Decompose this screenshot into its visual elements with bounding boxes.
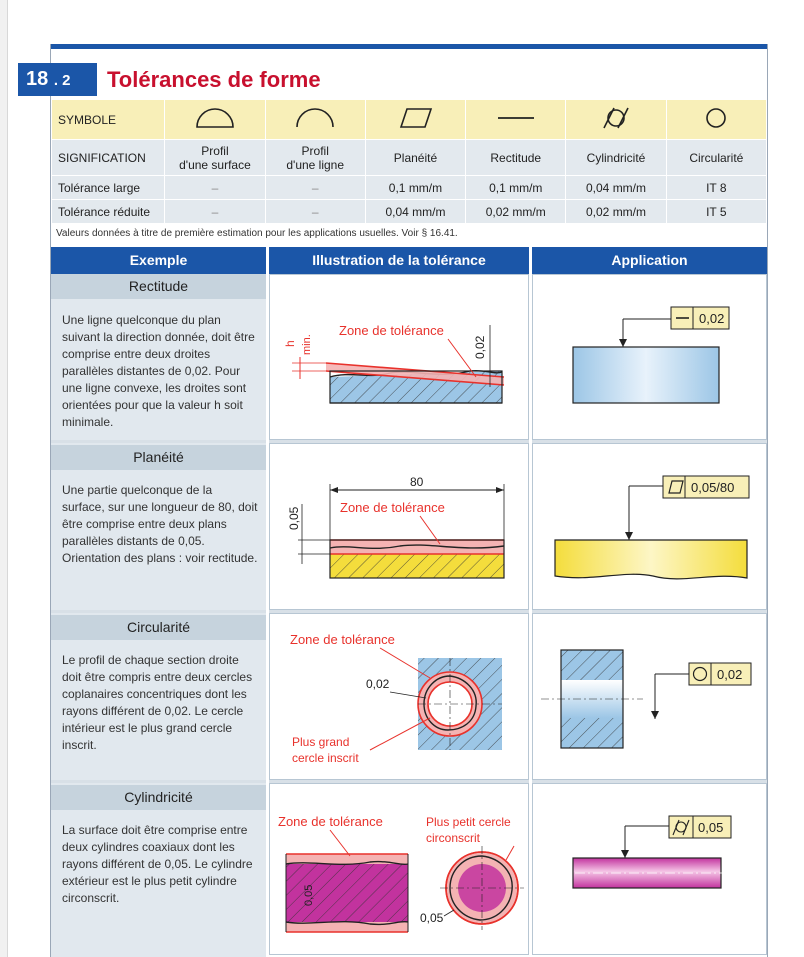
illustration-planeite xyxy=(269,443,529,610)
circle-label-2: cercle inscrit xyxy=(292,751,359,765)
illustration-rectitude xyxy=(269,274,529,440)
header-example: Exemple xyxy=(51,247,266,274)
zone-label: Zone de tolérance xyxy=(278,814,383,829)
meaning-row xyxy=(52,140,767,176)
flatness-icon xyxy=(365,100,465,140)
meaning-cell: Cylindricité xyxy=(566,140,666,176)
frame-value: 0,02 xyxy=(717,667,743,682)
value-cell: 0,1 mm/m xyxy=(466,176,566,200)
surface-profile-icon xyxy=(165,100,265,140)
value-cell: IT 8 xyxy=(666,176,766,200)
value-cell: – xyxy=(265,200,365,224)
section-title: Tolérances de forme xyxy=(107,67,321,92)
zone-label: Zone de tolérance xyxy=(340,500,445,515)
table-note: Valeurs données à titre de première estimation pour les applications usuelles. Voir § 16.41. xyxy=(56,228,458,239)
meaning-cell: Rectitude xyxy=(466,140,566,176)
meaning-label: SIGNIFICATION xyxy=(52,140,165,176)
large-tolerance-label: Tolérance large xyxy=(52,176,165,200)
symbol-row xyxy=(52,100,767,140)
frame-right-rule xyxy=(767,44,768,957)
illustration-cylindricite xyxy=(269,783,529,955)
meaning-cell: Circularité xyxy=(666,140,766,176)
value-label: 0,02 xyxy=(366,677,390,691)
circle-label-1: Plus grand xyxy=(292,735,350,749)
reduced-tolerance-label: Tolérance réduite xyxy=(52,200,165,224)
header-application: Application xyxy=(532,247,767,274)
value-cell: 0,02 mm/m xyxy=(566,200,666,224)
row-text-circularite: Le profil de chaque section droite doit être compris entre deux cercles coplanaires concentriques dont les rayons différent de 0,02. Le cercle intérieur est le plus grand cercle inscrit. xyxy=(62,653,253,752)
meaning-cell: Profil d'une ligne xyxy=(265,140,365,176)
frame-value: 0,05/80 xyxy=(691,480,735,495)
application-cylindricite xyxy=(532,783,767,955)
frame-value: 0,05 xyxy=(698,820,724,835)
value-cell: – xyxy=(165,200,265,224)
meaning-cell: Planéité xyxy=(365,140,465,176)
circularity-icon xyxy=(666,100,766,140)
large-tolerance-row xyxy=(52,176,767,200)
line-profile-icon xyxy=(265,100,365,140)
value-cell: 0,02 mm/m xyxy=(466,200,566,224)
value-cell: 0,04 mm/m xyxy=(365,200,465,224)
application-rectitude xyxy=(532,274,767,440)
application-circularite xyxy=(532,613,767,780)
row-title-planeite: Planéité xyxy=(51,445,266,470)
frame-value: 0,02 xyxy=(699,311,725,326)
value-label-left: 0,05 xyxy=(303,884,315,906)
top-rule xyxy=(50,44,768,49)
straightness-icon xyxy=(466,100,566,140)
column-separator xyxy=(266,247,269,957)
section-number: 18 . 2 xyxy=(18,63,97,96)
row-text-cylindricite: La surface doit être comprise entre deux cylindres coaxiaux dont les rayons différent de 0,05. Le cylindre extérieur est le plus petit cylindre circonscrit. xyxy=(62,823,253,905)
symbol-table xyxy=(51,99,767,224)
symbol-label: SYMBOLE xyxy=(52,100,165,140)
value-label: 0,05 xyxy=(287,506,301,530)
row-title-circularite: Circularité xyxy=(51,615,266,640)
page-margin xyxy=(0,0,8,957)
zone-label: Zone de tolérance xyxy=(290,632,395,647)
value-cell: IT 5 xyxy=(666,200,766,224)
value-cell: – xyxy=(165,176,265,200)
circle-label-1: Plus petit cercle xyxy=(426,815,511,829)
reduced-tolerance-row xyxy=(52,200,767,224)
value-cell: – xyxy=(265,176,365,200)
row-text-rectitude: Une ligne quelconque du plan suivant la direction donnée, doit être comprise entre deux droites parallèles distantes de 0,02. Pour une ligne convexe, les droites sont orientées pour que la valeur h soit minimale. xyxy=(62,313,255,429)
application-planeite xyxy=(532,443,767,610)
value-cell: 0,1 mm/m xyxy=(365,176,465,200)
length-label: 80 xyxy=(410,475,424,489)
value-label: 0,02 xyxy=(473,335,487,359)
h-label: h xyxy=(283,340,297,347)
row-title-cylindricite: Cylindricité xyxy=(51,785,266,810)
row-text-planeite: Une partie quelconque de la surface, sur une longueur de 80, doit être comprise entre deux plans parallèles distants de 0,05. Orientation des plans : voir rectitude. xyxy=(62,483,258,565)
min-label: min. xyxy=(301,334,313,355)
cylindricity-icon xyxy=(566,100,666,140)
value-cell: 0,04 mm/m xyxy=(566,176,666,200)
circle-label-2: circonscrit xyxy=(426,831,481,845)
header-illustration: Illustration de la tolérance xyxy=(269,247,529,274)
zone-label: Zone de tolérance xyxy=(339,323,444,338)
illustration-circularite xyxy=(269,613,529,780)
value-label-right: 0,05 xyxy=(420,911,444,925)
row-title-rectitude: Rectitude xyxy=(51,274,266,299)
column-separator xyxy=(529,247,532,957)
meaning-cell: Profil d'une surface xyxy=(165,140,265,176)
